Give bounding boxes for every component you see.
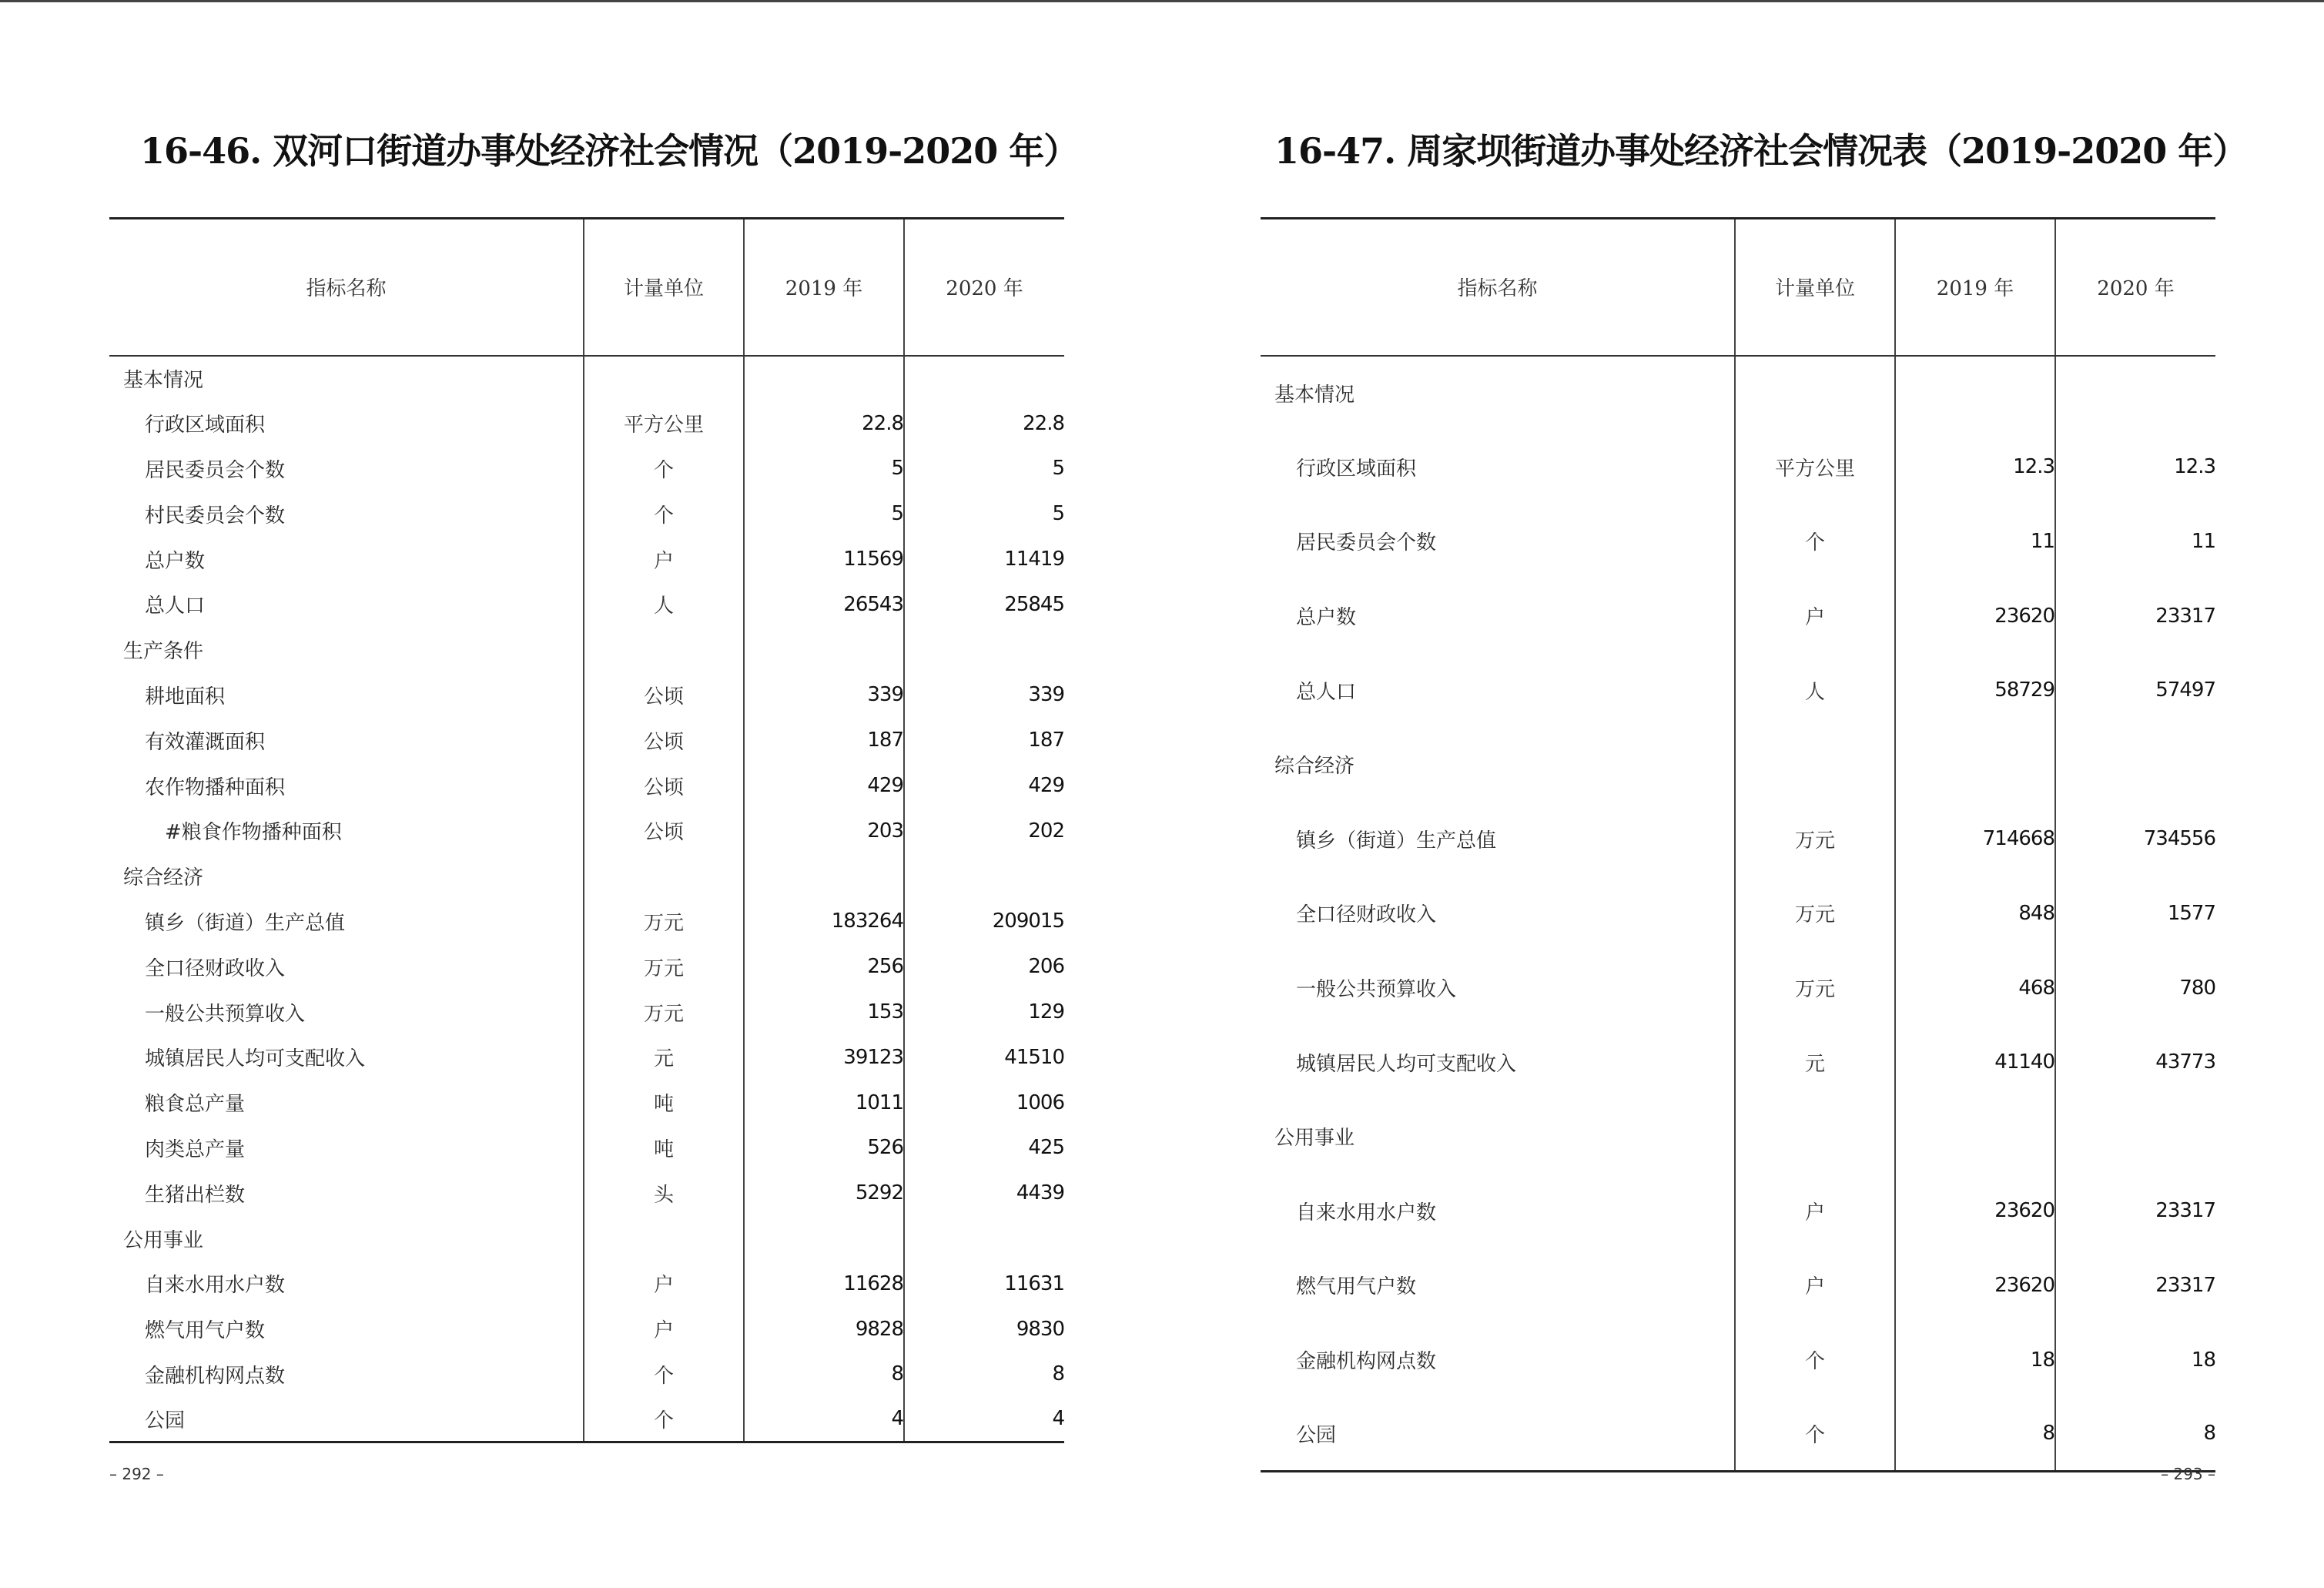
row-value-2020: 23317 xyxy=(2055,578,2215,653)
row-unit xyxy=(1735,356,1895,431)
table-row xyxy=(109,356,1064,401)
row-unit: 个 xyxy=(1735,504,1895,579)
table-row xyxy=(1261,578,2215,653)
row-unit: 户 xyxy=(1735,578,1895,653)
row-value-2019: 5 xyxy=(744,491,904,537)
row-unit: 平方公里 xyxy=(584,400,744,446)
table-row xyxy=(109,627,1064,672)
row-unit: 万元 xyxy=(1735,876,1895,951)
table-row xyxy=(109,808,1064,853)
row-name: 城镇居民人均可支配收入 xyxy=(1296,1052,1517,1076)
table-row xyxy=(1261,1322,2215,1397)
table-row xyxy=(109,1125,1064,1171)
table-row xyxy=(109,400,1064,446)
row-unit: 户 xyxy=(584,537,744,582)
row-name: 行政区域面积 xyxy=(145,414,266,437)
row-value-2020: 41510 xyxy=(904,1034,1064,1080)
row-value-2020: 18 xyxy=(2055,1322,2215,1397)
row-value-2019: 23620 xyxy=(1895,578,2055,653)
table-row xyxy=(1261,1248,2215,1323)
table-row xyxy=(109,446,1064,491)
table-row xyxy=(1261,430,2215,504)
table-row xyxy=(1261,356,2215,431)
page-title: 16-47. 周家坝街道办事处经济社会情况表（2019-2020 年） xyxy=(1274,130,2248,172)
table-row xyxy=(109,990,1064,1035)
statistics-table xyxy=(1261,217,2215,1472)
table-row xyxy=(109,763,1064,809)
row-name: 居民委员会个数 xyxy=(145,458,286,482)
row-value-2019 xyxy=(744,356,904,401)
row-value-2020 xyxy=(2055,1099,2215,1174)
row-unit: 人 xyxy=(584,581,744,627)
header-unit: 计量单位 xyxy=(1735,219,1895,356)
row-unit: 吨 xyxy=(584,1080,744,1125)
header-year-2019: 2019 年 xyxy=(1895,219,2055,356)
row-value-2019: 1011 xyxy=(744,1080,904,1125)
left-page xyxy=(109,0,1079,1588)
row-value-2020 xyxy=(904,627,1064,672)
row-value-2020: 23317 xyxy=(2055,1248,2215,1323)
row-value-2020: 8 xyxy=(2055,1397,2215,1472)
header-year-2020: 2020 年 xyxy=(2055,219,2215,356)
table-row xyxy=(109,537,1064,582)
row-value-2019: 429 xyxy=(744,763,904,809)
table-row xyxy=(109,1216,1064,1261)
row-value-2020: 11 xyxy=(2055,504,2215,579)
header-year-2019: 2019 年 xyxy=(744,219,904,356)
row-unit: 平方公里 xyxy=(1735,430,1895,504)
row-value-2020: 5 xyxy=(904,446,1064,491)
row-value-2019: 41140 xyxy=(1895,1025,2055,1100)
row-value-2020: 429 xyxy=(904,763,1064,809)
row-unit: 个 xyxy=(584,491,744,537)
row-value-2020: 187 xyxy=(904,718,1064,763)
row-unit: 个 xyxy=(1735,1397,1895,1472)
row-value-2019: 526 xyxy=(744,1125,904,1171)
row-value-2020 xyxy=(904,1216,1064,1261)
row-unit: 个 xyxy=(584,446,744,491)
row-name: 燃气用气户数 xyxy=(145,1319,266,1343)
row-value-2020: 425 xyxy=(904,1125,1064,1171)
row-name: 居民委员会个数 xyxy=(1296,531,1437,555)
row-value-2020: 11419 xyxy=(904,537,1064,582)
row-unit: 万元 xyxy=(584,990,744,1035)
row-name: 生产条件 xyxy=(123,640,204,664)
row-unit xyxy=(584,356,744,401)
row-value-2020 xyxy=(904,356,1064,401)
row-value-2019: 8 xyxy=(744,1352,904,1397)
row-name: 全口径财政收入 xyxy=(1296,903,1437,927)
row-name: 肉类总产量 xyxy=(145,1137,246,1161)
row-value-2020: 57497 xyxy=(2055,653,2215,728)
row-value-2020: 209015 xyxy=(904,899,1064,944)
row-value-2019: 39123 xyxy=(744,1034,904,1080)
table-row xyxy=(109,581,1064,627)
table-row xyxy=(109,1352,1064,1397)
row-value-2020: 22.8 xyxy=(904,400,1064,446)
row-value-2019 xyxy=(744,627,904,672)
row-value-2019: 153 xyxy=(744,990,904,1035)
row-value-2019: 203 xyxy=(744,808,904,853)
row-unit: 万元 xyxy=(1735,950,1895,1025)
row-value-2019: 23620 xyxy=(1895,1248,2055,1323)
row-name: 行政区域面积 xyxy=(1296,457,1417,481)
row-value-2020: 734556 xyxy=(2055,802,2215,876)
row-value-2020: 129 xyxy=(904,990,1064,1035)
row-unit: 个 xyxy=(584,1397,744,1442)
row-unit xyxy=(584,853,744,899)
row-name: 公园 xyxy=(109,1397,584,1442)
row-name: 自来水用水户数 xyxy=(145,1274,286,1298)
table-row xyxy=(1261,1397,2215,1472)
row-name: 镇乡（街道）生产总值 xyxy=(1296,829,1497,853)
row-name: 一般公共预算收入 xyxy=(1296,978,1457,1002)
row-name: 金融机构网点数 xyxy=(145,1364,286,1388)
row-name: 农作物播种面积 xyxy=(145,776,286,799)
row-value-2019: 256 xyxy=(744,944,904,990)
row-name: 公园 xyxy=(1261,1397,1735,1472)
table-row xyxy=(109,899,1064,944)
page-number: – 293 – xyxy=(2161,1465,2215,1483)
row-value-2020: 43773 xyxy=(2055,1025,2215,1100)
page-title: 16-46. 双河口街道办事处经济社会情况（2019-2020 年） xyxy=(140,130,1079,172)
row-name: 综合经济 xyxy=(1274,755,1355,779)
row-unit: 公顷 xyxy=(584,763,744,809)
row-value-2020: 11631 xyxy=(904,1261,1064,1306)
row-value-2019: 5292 xyxy=(744,1171,904,1216)
row-name: 城镇居民人均可支配收入 xyxy=(145,1047,366,1071)
right-page xyxy=(1261,0,2248,1588)
row-value-2020: 4 xyxy=(904,1397,1064,1442)
table-row xyxy=(109,944,1064,990)
table-row xyxy=(1261,727,2215,802)
row-value-2019: 11628 xyxy=(744,1261,904,1306)
row-value-2020: 1006 xyxy=(904,1080,1064,1125)
table-row xyxy=(109,853,1064,899)
row-name: 总人口 xyxy=(1296,680,1357,704)
row-value-2019: 8 xyxy=(1895,1397,2055,1472)
row-unit: 户 xyxy=(584,1306,744,1352)
row-unit: 元 xyxy=(1735,1025,1895,1100)
row-value-2019: 468 xyxy=(1895,950,2055,1025)
row-value-2020: 9830 xyxy=(904,1306,1064,1352)
row-value-2019: 26543 xyxy=(744,581,904,627)
row-name: 金融机构网点数 xyxy=(1296,1350,1437,1374)
row-name: 综合经济 xyxy=(123,866,204,890)
row-value-2019 xyxy=(1895,356,2055,431)
row-value-2019: 187 xyxy=(744,718,904,763)
row-name: 镇乡（街道）生产总值 xyxy=(145,911,346,935)
row-value-2020: 8 xyxy=(904,1352,1064,1397)
row-name: 粮食总产量 xyxy=(145,1093,246,1117)
row-name: 总人口 xyxy=(145,595,206,618)
row-value-2020: 12.3 xyxy=(2055,430,2215,504)
header-year-2020: 2020 年 xyxy=(904,219,1064,356)
row-value-2019: 23620 xyxy=(1895,1174,2055,1248)
row-value-2020 xyxy=(2055,356,2215,431)
row-value-2019: 848 xyxy=(1895,876,2055,951)
row-value-2020: 780 xyxy=(2055,950,2215,1025)
table-row xyxy=(109,672,1064,718)
page-number: – 292 – xyxy=(109,1465,164,1483)
row-value-2020: 202 xyxy=(904,808,1064,853)
table-row xyxy=(109,1034,1064,1080)
row-unit: 户 xyxy=(584,1261,744,1306)
row-value-2019 xyxy=(744,1216,904,1261)
row-name: #粮食作物播种面积 xyxy=(165,821,342,845)
row-value-2019: 183264 xyxy=(744,899,904,944)
table-row xyxy=(1261,802,2215,876)
header-indicator-name: 指标名称 xyxy=(1261,219,1735,356)
row-name: 燃气用气户数 xyxy=(1296,1275,1417,1299)
row-value-2020: 4439 xyxy=(904,1171,1064,1216)
row-name: 村民委员会个数 xyxy=(145,504,286,528)
row-value-2019: 714668 xyxy=(1895,802,2055,876)
row-value-2019: 339 xyxy=(744,672,904,718)
row-name: 公用事业 xyxy=(123,1228,204,1252)
row-name: 基本情况 xyxy=(123,368,204,392)
table-row xyxy=(109,1261,1064,1306)
row-value-2020: 25845 xyxy=(904,581,1064,627)
table-row xyxy=(109,491,1064,537)
row-value-2020: 5 xyxy=(904,491,1064,537)
row-value-2019: 5 xyxy=(744,446,904,491)
table-row xyxy=(1261,1025,2215,1100)
row-unit xyxy=(584,627,744,672)
row-value-2019 xyxy=(1895,1099,2055,1174)
header-indicator-name: 指标名称 xyxy=(109,219,584,356)
table-row xyxy=(1261,504,2215,579)
row-name: 一般公共预算收入 xyxy=(145,1002,306,1026)
table-row xyxy=(1261,950,2215,1025)
statistics-table xyxy=(109,217,1064,1443)
row-unit xyxy=(584,1216,744,1261)
row-value-2019: 58729 xyxy=(1895,653,2055,728)
row-name: 自来水用水户数 xyxy=(1296,1201,1437,1225)
row-unit: 公顷 xyxy=(584,672,744,718)
row-unit: 个 xyxy=(584,1352,744,1397)
row-unit: 公顷 xyxy=(584,718,744,763)
table-row xyxy=(1261,876,2215,951)
table-row xyxy=(109,1171,1064,1216)
row-value-2019 xyxy=(1895,727,2055,802)
row-value-2019: 9828 xyxy=(744,1306,904,1352)
table-row xyxy=(109,718,1064,763)
table-row xyxy=(109,1080,1064,1125)
row-unit: 吨 xyxy=(584,1125,744,1171)
row-value-2020: 1577 xyxy=(2055,876,2215,951)
row-value-2020: 23317 xyxy=(2055,1174,2215,1248)
row-value-2019: 11569 xyxy=(744,537,904,582)
row-value-2019: 12.3 xyxy=(1895,430,2055,504)
row-value-2020 xyxy=(2055,727,2215,802)
row-unit: 万元 xyxy=(1735,802,1895,876)
row-unit: 头 xyxy=(584,1171,744,1216)
row-name: 耕地面积 xyxy=(145,685,226,709)
row-value-2020: 206 xyxy=(904,944,1064,990)
row-unit: 元 xyxy=(584,1034,744,1080)
table-header-row xyxy=(1261,219,2215,356)
row-unit: 人 xyxy=(1735,653,1895,728)
row-value-2019: 4 xyxy=(744,1397,904,1442)
row-name: 总户数 xyxy=(1296,606,1357,630)
row-unit: 户 xyxy=(1735,1174,1895,1248)
row-value-2019 xyxy=(744,853,904,899)
table-row xyxy=(1261,1099,2215,1174)
row-value-2019: 18 xyxy=(1895,1322,2055,1397)
row-value-2020: 339 xyxy=(904,672,1064,718)
row-unit: 公顷 xyxy=(584,808,744,853)
row-value-2020 xyxy=(904,853,1064,899)
row-name: 公用事业 xyxy=(1274,1127,1355,1151)
table-header-row xyxy=(109,219,1064,356)
header-unit: 计量单位 xyxy=(584,219,744,356)
row-unit xyxy=(1735,727,1895,802)
row-unit: 万元 xyxy=(584,899,744,944)
row-value-2019: 11 xyxy=(1895,504,2055,579)
row-unit xyxy=(1735,1099,1895,1174)
row-name: 总户数 xyxy=(145,549,206,573)
table-row xyxy=(109,1397,1064,1442)
row-unit: 个 xyxy=(1735,1322,1895,1397)
row-unit: 万元 xyxy=(584,944,744,990)
table-row xyxy=(109,1306,1064,1352)
row-name: 全口径财政收入 xyxy=(145,956,286,980)
row-name: 基本情况 xyxy=(1274,383,1355,407)
table-row xyxy=(1261,653,2215,728)
row-value-2019: 22.8 xyxy=(744,400,904,446)
row-name: 有效灌溉面积 xyxy=(145,730,266,754)
row-unit: 户 xyxy=(1735,1248,1895,1323)
row-name: 生猪出栏数 xyxy=(145,1183,246,1207)
table-row xyxy=(1261,1174,2215,1248)
